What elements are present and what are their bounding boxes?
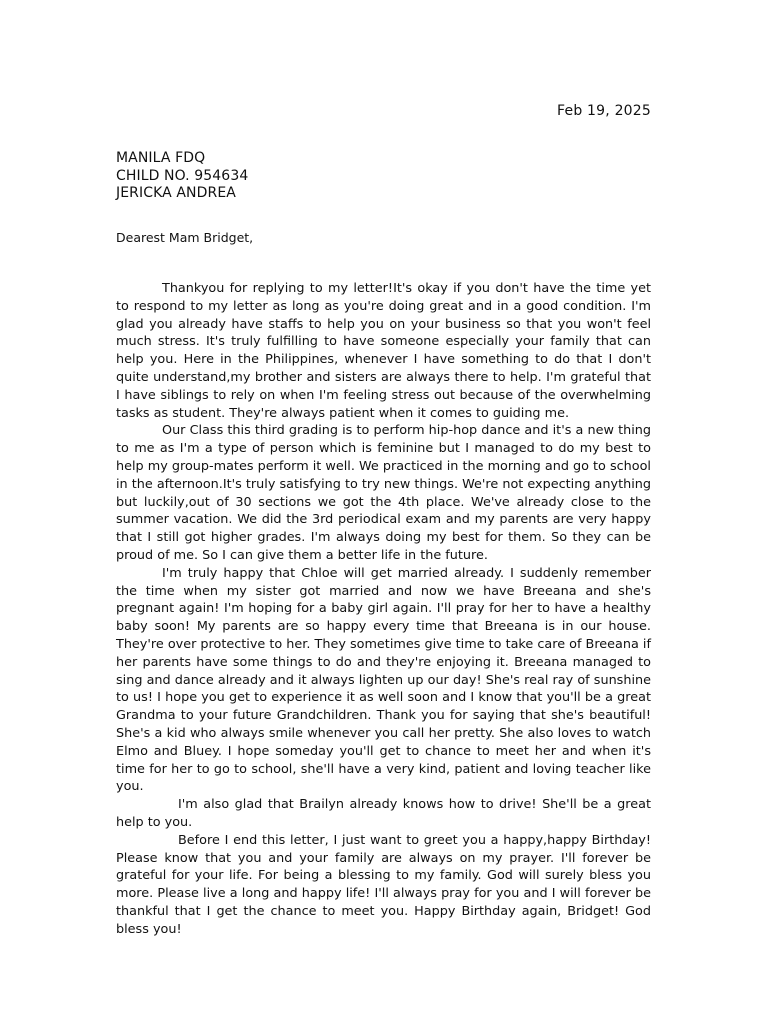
paragraph-4: I'm also glad that Brailyn already knows how to drive! She'll be a great help to you. <box>116 797 651 830</box>
paragraph-1: Thankyou for replying to my letter!It's okay if you don't have the time yet to respond to my letter as long as you're doing great and in a good condition. I'm glad you already have staffs to help you on your business so that you won't feel much stress. It's truly fulfilling to have someone especially your family that can help you. Here in the Philippines, whenever I have something to do that I don't quite understand,my brother and sisters are always there to help. I'm grateful that I have siblings to rely on when I'm feeling stress out because of the overwhelming tasks as student. They're always patient when it comes to guiding me. <box>116 281 651 421</box>
sender-name-line: JERICKA ANDREA <box>116 185 236 201</box>
paragraph-3: I'm truly happy that Chloe will get married already. I suddenly remember the time when my sister got married and now we have Breeana and she's pregnant again! I'm hoping for a baby girl again. I'll pray for her to have a healthy baby soon! My parents are so happy every time that Breeana is in our house. They're over protective to her. They sometimes give time to take care of Breeana if her parents have some things to do and they're enjoying it. Breeana managed to sing and dance already and it always lighten up our day! She's real ray of sunshine to us! I hope you get to experience it as well soon and I know that you'll be a great Grandma to your future Grandchildren. Thank you for saying that she's beautiful! She's a kid who always smile whenever you call her pretty. She also loves to watch Elmo and Bluey. I hope someday you'll get to chance to meet her and when it's time for her to go to school, she'll have a very kind, patient and loving teacher like you. <box>116 565 651 795</box>
paragraph-5: Before I end this letter, I just want to greet you a happy,happy Birthday! Please know that you and your family are always on my prayer. I'll forever be grateful for your life. For being a blessing to my family. God will surely bless you more. Please live a long and happy life! I'll always pray for you and I will forever be thankful that I get the chance to meet you. Happy Birthday again, Bridget! God bless you! <box>116 832 651 937</box>
location-line: MANILA FDQ <box>116 150 206 166</box>
paragraph-2: Our Class this third grading is to perform hip-hop dance and it's a new thing to me as I'm a type of person which is feminine but I managed to do my best to help my group-mates perform it well. We practiced in the morning and go to school in the afternoon.It's truly satisfying to try new things. We're not expecting anything but luckily,out of 30 sections we got the 4th place. We've already close to the summer vacation. We did the 3rd periodical exam and my parents are very happy that I still got higher grades. I'm always doing my best for them. So they can be proud of me. So I can give them a better life in the future. <box>116 423 651 563</box>
child-number-line: CHILD NO. 954634 <box>116 167 249 184</box>
letter-date: Feb 19, 2025 <box>557 103 651 119</box>
letter-body <box>116 280 651 938</box>
salutation: Dearest Mam Bridget, <box>116 230 254 245</box>
sender-header <box>116 150 248 203</box>
